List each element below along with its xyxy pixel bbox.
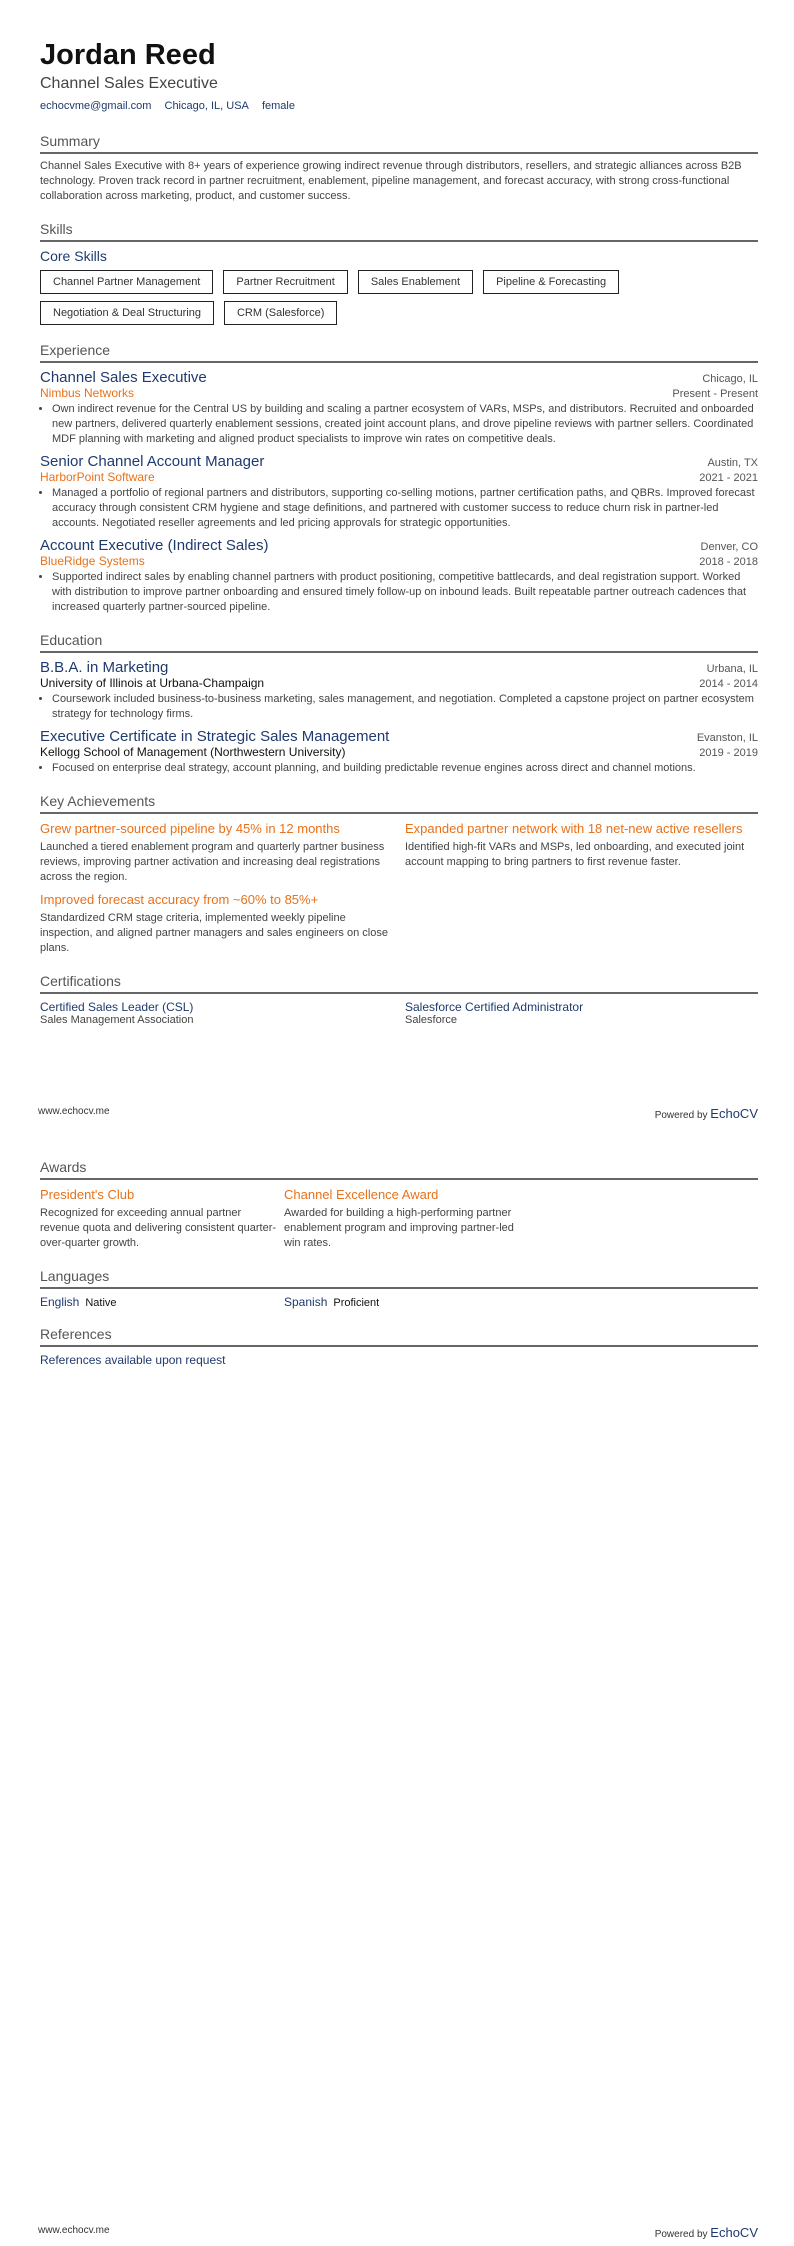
job-title: Senior Channel Account Manager [40, 453, 265, 470]
skill-chip: Negotiation & Deal Structuring [40, 301, 214, 325]
edu-bullet: • Coursework included business-to-business marketing, sales management, and negotiation. Completed a capstone project on partner ecosystem strategy for technology firms. [52, 692, 758, 722]
job-bullet: • Supported indirect sales by enabling channel partners with product positioning, competitive battlecards, and deal registration support. Worked with distribution to improve partner onboarding and ensured timely follow-up on inbound leads. Built repeatable partner outreach cadences that increased quarterly partner-sourced pipeline. [52, 570, 758, 615]
skill-chip: CRM (Salesforce) [224, 301, 337, 325]
achievement-desc: Standardized CRM stage criteria, implemented weekly pipeline inspection, and aligned partner managers and sales engineers on close plans. [40, 912, 388, 954]
job-bullet: • Own indirect revenue for the Central US by building and scaling a partner ecosystem of VARs, MSPs, and distributors. Recruited and onboarded new partners, delivered quarterly enablement sessions, created joint account plans, and drove pipeline reviews with partner sellers. Coordinated MDF planning with marketing and aligned product specialists to improve win rates on competitive deals. [52, 402, 758, 447]
job-location: Chicago, IL [702, 373, 758, 385]
company: BlueRidge Systems [40, 554, 145, 568]
section-heading: Experience [40, 341, 758, 363]
resume-page-1 [40, 38, 758, 1026]
achievement-desc: Launched a tiered enablement program and quarterly partner business reviews, improving partner activation and increasing deal registrations across the region. [40, 841, 385, 883]
award-item [40, 1180, 280, 1251]
gender: female [261, 100, 295, 112]
brand-logo: EchoCV [710, 1106, 758, 1121]
skill-chip: Channel Partner Management [40, 270, 213, 294]
section-heading: References [40, 1325, 758, 1347]
achievement-title: Grew partner-sourced pipeline by 45% in 12 months [40, 821, 340, 836]
job-title: Channel Sales Executive [40, 369, 207, 386]
job-bullet: • Managed a portfolio of regional partners and distributors, supporting co-selling motions, partner certification paths, and QBRs. Improved forecast accuracy through consistent CRM hygiene and stage definitions, and partnered with customer success to reduce churn risk in partner-led accounts. Negotiated reseller agreements and led pricing approvals for strategic opportunities. [52, 486, 758, 531]
language-item [284, 1295, 524, 1309]
degree: B.B.A. in Marketing [40, 659, 169, 676]
achievement-item [40, 885, 393, 956]
edu-dates: 2014 - 2014 [699, 678, 758, 690]
candidate-title: Channel Sales Executive [40, 75, 218, 92]
location: Chicago, IL, USA [164, 100, 249, 112]
skill-chip: Pipeline & Forecasting [483, 270, 619, 294]
job-dates: Present - Present [672, 388, 758, 400]
page-footer-2 [38, 2225, 758, 2240]
edu-location: Urbana, IL [706, 663, 758, 675]
cert-org: Sales Management Association [40, 1014, 194, 1026]
school: University of Illinois at Urbana-Champaign [40, 676, 265, 690]
achievement-item [405, 814, 758, 885]
resume-page-2 [40, 1158, 758, 1367]
job-dates: 2018 - 2018 [699, 556, 758, 568]
skill-chips [40, 270, 758, 325]
language-level: Proficient [333, 1297, 380, 1309]
section-heading: Awards [40, 1158, 758, 1180]
school: Kellogg School of Management (Northwestern University) [40, 745, 346, 759]
achievements-section [40, 792, 758, 956]
candidate-name: Jordan Reed [40, 39, 216, 71]
experience-item [40, 453, 758, 531]
education-item [40, 728, 758, 776]
award-title: Channel Excellence Award [284, 1187, 439, 1202]
cert-org: Salesforce [405, 1014, 457, 1026]
skills-section [40, 220, 758, 325]
achievement-desc: Identified high-fit VARs and MSPs, led onboarding, and executed joint account mapping to bring partners to first revenue faster. [405, 841, 745, 868]
language-name: English [40, 1295, 80, 1309]
certifications-section [40, 972, 758, 1026]
degree: Executive Certificate in Strategic Sales Management [40, 728, 390, 745]
references-section [40, 1325, 758, 1367]
language-level: Native [85, 1297, 117, 1309]
company: Nimbus Networks [40, 386, 135, 400]
brand-logo: EchoCV [710, 2225, 758, 2240]
summary-text: Channel Sales Executive with 8+ years of experience growing indirect revenue through distributors, resellers, and strategic alliances across B2B technology. Proven track record in partner recruitment, enablement, pipeline management, and forecast accuracy, with strong cross-functional collaboration across marketing, product, and customer success. [40, 160, 742, 202]
achievement-title: Expanded partner network with 18 net-new active resellers [405, 821, 743, 836]
cert-name: Salesforce Certified Administrator [405, 1000, 584, 1014]
achievement-title: Improved forecast accuracy from ~60% to 85%+ [40, 892, 319, 907]
skill-chip: Sales Enablement [358, 270, 473, 294]
contact-line [40, 100, 758, 112]
section-heading: Key Achievements [40, 792, 758, 814]
email-link[interactable]: echocvme@gmail.com [40, 100, 152, 112]
language-item [40, 1295, 280, 1309]
languages-section [40, 1267, 758, 1309]
references-text: References available upon request [40, 1353, 226, 1367]
certification-item [40, 994, 393, 1026]
award-title: President's Club [40, 1187, 135, 1202]
section-heading: Education [40, 631, 758, 653]
section-heading: Skills [40, 220, 758, 242]
language-name: Spanish [284, 1295, 328, 1309]
summary-section [40, 132, 758, 204]
experience-section [40, 341, 758, 615]
site-link[interactable]: www.echocv.me [38, 1106, 110, 1117]
section-heading: Certifications [40, 972, 758, 994]
education-section [40, 631, 758, 776]
skill-chip: Partner Recruitment [223, 270, 347, 294]
job-location: Austin, TX [707, 457, 758, 469]
job-title: Account Executive (Indirect Sales) [40, 537, 269, 554]
section-heading: Summary [40, 132, 758, 154]
experience-item [40, 369, 758, 447]
edu-dates: 2019 - 2019 [699, 747, 758, 759]
site-link[interactable]: www.echocv.me [38, 2225, 110, 2236]
achievement-item [40, 814, 393, 885]
edu-bullet: • Focused on enterprise deal strategy, account planning, and building predictable revenue engines across direct and channel motions. [52, 761, 758, 776]
job-location: Denver, CO [700, 541, 758, 553]
skill-group-title: Core Skills [40, 248, 107, 264]
company: HarborPoint Software [40, 470, 155, 484]
awards-section [40, 1158, 758, 1251]
page-footer-1 [38, 1106, 758, 1121]
award-desc: Recognized for exceeding annual partner revenue quota and delivering consistent quarter-over-quarter growth. [40, 1207, 277, 1249]
job-dates: 2021 - 2021 [699, 472, 758, 484]
award-desc: Awarded for building a high-performing partner enablement program and improving partner-led win rates. [284, 1207, 514, 1249]
powered-by: Powered by EchoCV [654, 2225, 758, 2240]
edu-location: Evanston, IL [696, 732, 758, 744]
award-item [284, 1180, 524, 1251]
powered-by: Powered by EchoCV [654, 1106, 758, 1121]
certification-item [405, 994, 758, 1026]
cert-name: Certified Sales Leader (CSL) [40, 1000, 194, 1014]
experience-item [40, 537, 758, 615]
education-item [40, 659, 758, 722]
section-heading: Languages [40, 1267, 758, 1289]
